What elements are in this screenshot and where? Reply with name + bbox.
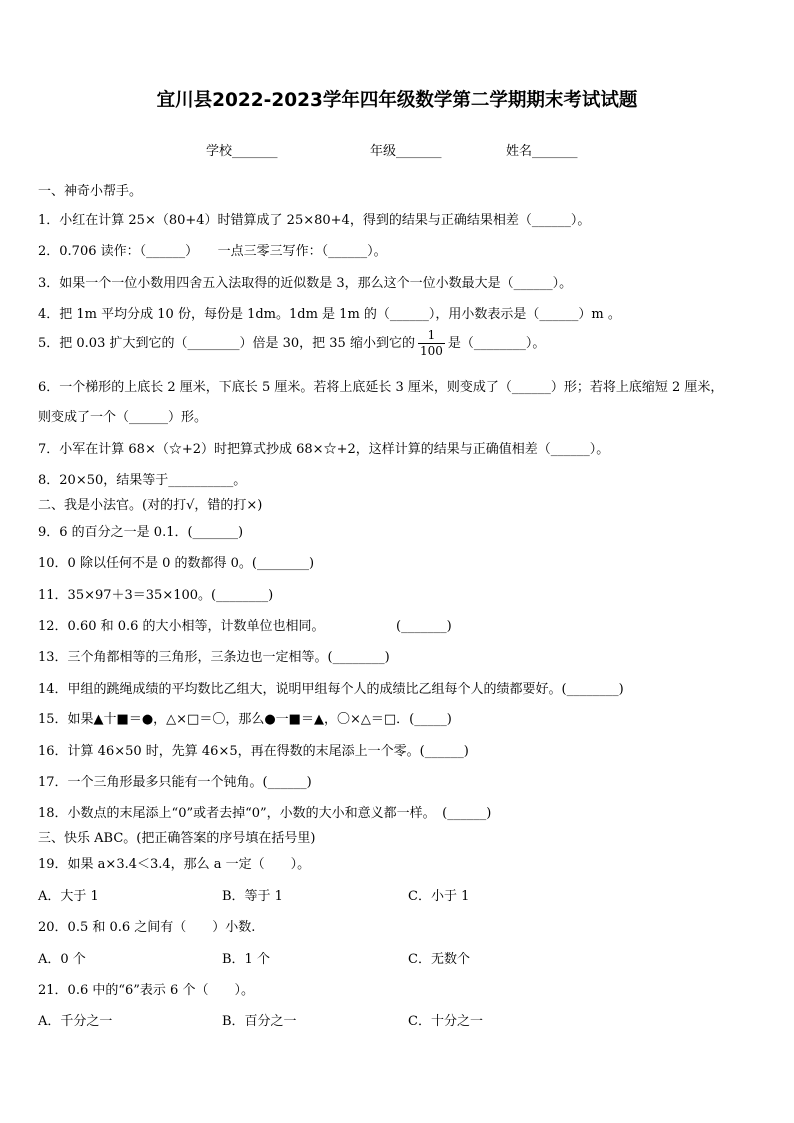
- question-2: 2．0.706 读作：（______） 一点三零三写作：（______）。: [38, 244, 387, 259]
- section-3-heading: 三、快乐 ABC。(把正确答案的序号填在括号里): [38, 831, 316, 846]
- question-20: 20．0.5 和 0.6 之间有（ ）小数.: [38, 920, 256, 935]
- question-5-text-after: 是（________）。: [447, 336, 546, 351]
- question-19-option-b: B．等于 1: [222, 889, 283, 904]
- question-6-line-1: 6．一个梯形的上底长 2 厘米，下底长 5 厘米。若将上底延长 3 厘米，则变成了（______）形；若将上底缩短 2 厘米，: [38, 380, 724, 395]
- name-field: 姓名_______: [506, 144, 578, 159]
- question-18: 18．小数点的末尾添上“0”或者去掉“0”，小数的大小和意义都一样。 (______): [38, 806, 492, 821]
- question-21-option-c: C．十分之一: [408, 1014, 483, 1029]
- question-15: 15．如果▲十■＝●，△×□＝〇，那么●一■＝▲，〇×△＝□．(_____): [38, 712, 452, 727]
- question-16: 16．计算 46×50 时，先算 46×5，再在得数的末尾添上一个零。(______): [38, 744, 469, 759]
- question-13: 13．三个角都相等的三角形，三条边也一定相等。(________): [38, 650, 390, 665]
- page-title: 宜川县2022-2023学年四年级数学第二学期期末考试试题: [156, 90, 638, 111]
- question-11: 11．35×97＋3＝35×100。(________): [38, 588, 274, 603]
- question-7: 7．小军在计算 68×（☆+2）时把算式抄成 68×☆+2，这样计算的结果与正确值相差（______）。: [38, 442, 610, 457]
- fraction: [418, 328, 445, 359]
- question-5-text-before: 5．把 0.03 扩大到它的（________）倍是 30，把 35 缩小到它的: [38, 336, 415, 351]
- question-8: 8．20×50，结果等于__________。: [38, 473, 247, 488]
- question-9: 9．6 的百分之一是 0.1．(_______): [38, 525, 244, 540]
- question-12: 12．0.60 和 0.6 的大小相等，计数单位也相同。 (_______): [38, 619, 452, 634]
- section-2-heading: 二、我是小法官。(对的打√，错的打×): [38, 498, 263, 513]
- question-21-option-b: B．百分之一: [222, 1014, 297, 1029]
- question-1: 1．小红在计算 25×（80+4）时错算成了 25×80+4，得到的结果与正确结果相差（______）。: [38, 213, 591, 228]
- question-20-option-b: B．1 个: [222, 952, 270, 967]
- question-19-option-a: A．大于 1: [38, 889, 99, 904]
- question-20-option-c: C．无数个: [408, 952, 470, 967]
- question-20-option-a: A．0 个: [38, 952, 86, 967]
- question-6-line-2: 则变成了一个（______）形。: [38, 410, 208, 425]
- fraction-denominator: 100: [419, 344, 443, 358]
- question-17: 17．一个三角形最多只能有一个钝角。(______): [38, 775, 312, 790]
- question-4: 4．把 1m 平均分成 10 份，每份是 1dm。1dm 是 1m 的（______），用小数表示是（______）m 。: [38, 307, 621, 322]
- question-10: 10．0 除以任何不是 0 的数都得 0。(________): [38, 556, 315, 571]
- school-field: 学校_______: [206, 144, 278, 159]
- question-14: 14．甲组的跳绳成绩的平均数比乙组大，说明甲组每个人的成绩比乙组每个人的绩都要好。(________): [38, 682, 624, 697]
- grade-field: 年级_______: [370, 144, 442, 159]
- question-21-option-a: A．千分之一: [38, 1014, 113, 1029]
- question-19: 19．如果 a×3.4＜3.4，那么 a 一定（ ）。: [38, 857, 311, 872]
- fraction-numerator: 1: [418, 328, 445, 344]
- section-1-heading: 一、神奇小帮手。: [38, 184, 143, 199]
- question-21: 21．0.6 中的“6”表示 6 个（ ）。: [38, 983, 254, 998]
- question-5: [38, 328, 545, 359]
- question-3: 3．如果一个一位小数用四舍五入法取得的近似数是 3，那么这个一位小数最大是（______）。: [38, 276, 573, 291]
- question-19-option-c: C．小于 1: [408, 889, 470, 904]
